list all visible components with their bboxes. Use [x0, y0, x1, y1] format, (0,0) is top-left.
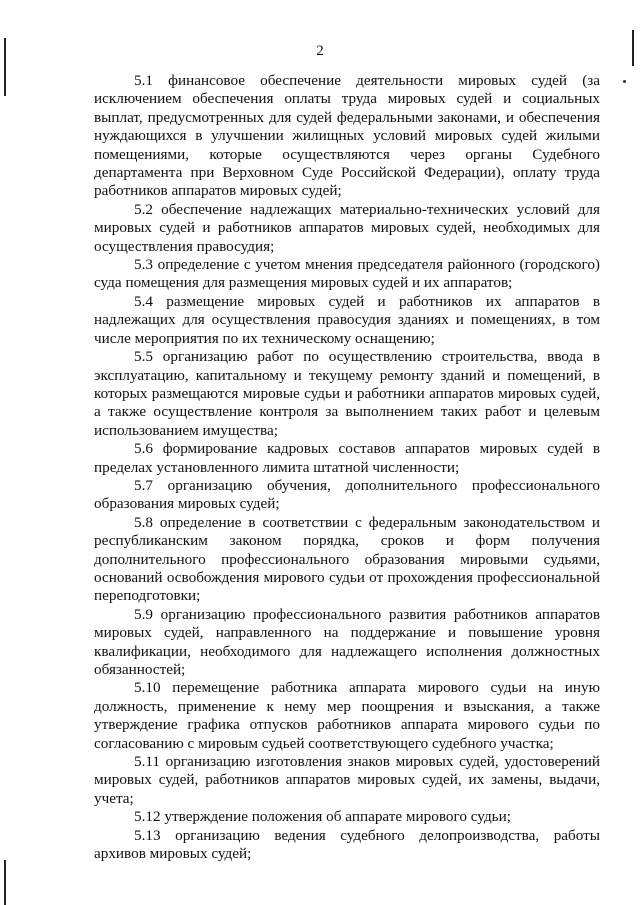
- clause-5-1: 5.1 финансовое обеспечение деятельности мировых судей (за исключением обеспечения оплаты труда мировых судей и социальных выплат, предусмотренных для судей федеральными законами, и обеспечения нуждающихся в улучшении жилищных условий мировых судей жилыми помещениями, которые осуществляются через органы Судебного департамента при Верховном Суде Российской Федерации), оплату труда работников аппаратов мировых судей;: [94, 72, 600, 200]
- clause-5-12: 5.12 утверждение положения об аппарате мирового судьи;: [134, 808, 511, 826]
- clause-5-11: 5.11 организацию изготовления знаков мировых судей, удостоверений мировых судей, работников аппаратов мировых судей, их замены, выдачи, учета;: [94, 753, 600, 807]
- document-body: [94, 72, 600, 863]
- clause-5-9: 5.9 организацию профессионального развития работников аппаратов мировых судей, направленного на поддержание и повышение уровня квалификации, необходимого для надлежащего исполнения должностных обязанностей;: [94, 605, 600, 678]
- clause-5-7: 5.7 организацию обучения, дополнительного профессионального образования мировых судей;: [94, 476, 600, 513]
- clause-5-4: 5.4 размещение мировых судей и работников их аппаратов в надлежащих для осуществления правосудия зданиях и помещениях, в том числе мероприятия по их техническому оснащению;: [94, 292, 600, 347]
- clause-5-6: 5.6 формирование кадровых составов аппаратов мировых судей в пределах установленного лимита штатной численности;: [94, 440, 600, 476]
- clause-5-10: 5.10 перемещение работника аппарата мирового судьи на иную должность, применение к нему мер поощрения и взыскания, а также утверждение графика отпусков работников аппарата мирового судьи по согласованию с мировым судьей соответствующего судебного участка;: [94, 679, 600, 752]
- clause-5-13: 5.13 организацию ведения судебного делопроизводства, работы архивов мировых судей;: [94, 826, 600, 863]
- clause-5-2: 5.2 обеспечение надлежащих материально-технических условий для мировых судей и работников аппаратов мировых судей, необходимых для осуществления правосудия;: [94, 200, 600, 255]
- clause-5-8: 5.8 определение в соответствии с федеральным законодательством и республиканским законом порядка, сроков и форм получения дополнительного профессионального образования мировыми судьями, оснований освобождения мирового судьи от прохождения профессиональной переподготовки;: [94, 513, 600, 605]
- clause-5-3: 5.3 определение с учетом мнения председателя районного (городского) суда помещения для размещения мировых судей и их аппаратов;: [94, 256, 600, 292]
- page-number: 2: [316, 43, 324, 59]
- clause-5-5: 5.5 организацию работ по осуществлению строительства, ввода в эксплуатацию, капитальному и текущему ремонту зданий и помещений, в которых размещаются мировые судьи и работники аппаратов мировых судей, а также осуществление контроля за выполнением таких работ и целевым использованием имущества;: [94, 348, 600, 439]
- scan-edge-mark: [4, 860, 6, 905]
- scan-speck: [623, 80, 626, 83]
